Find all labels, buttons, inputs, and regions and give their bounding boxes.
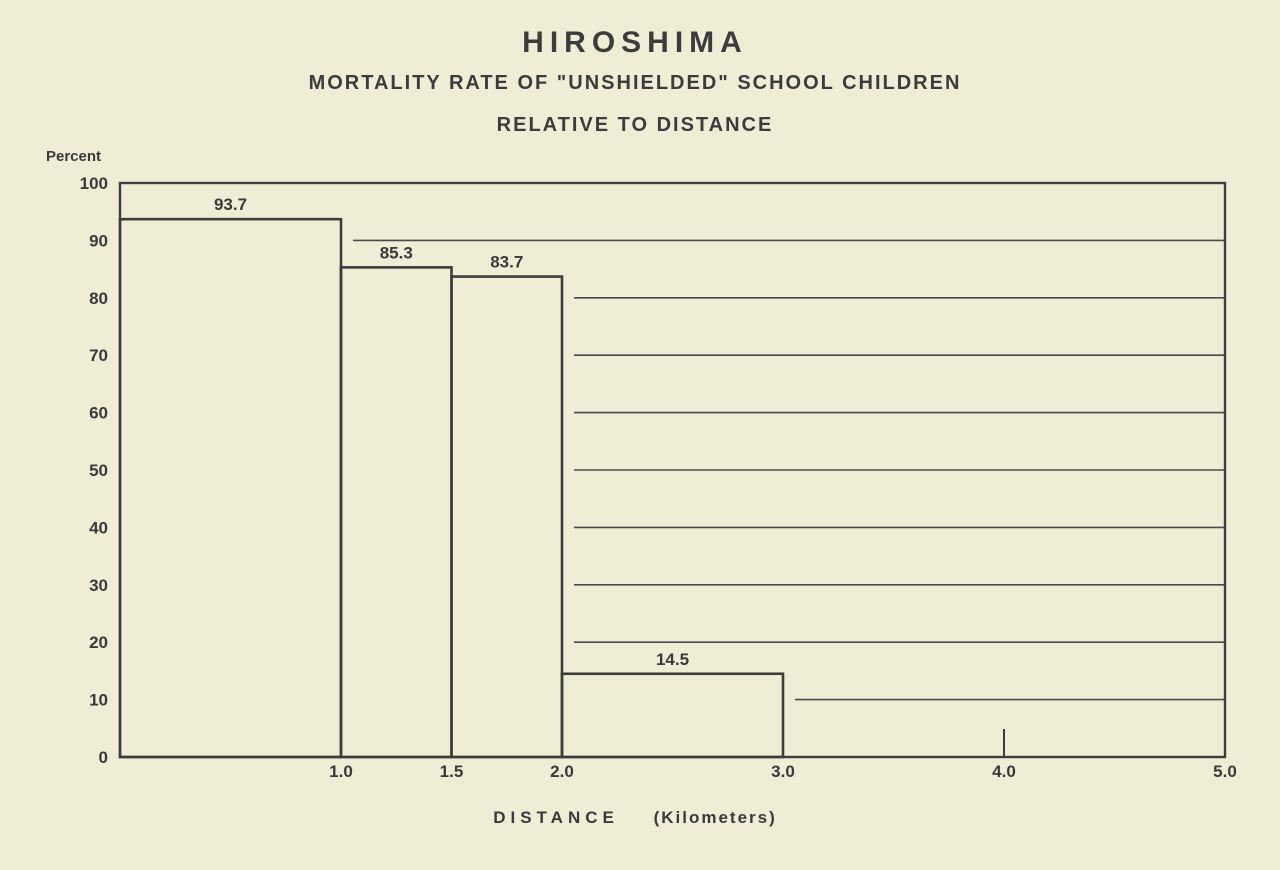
bar-4 [562,674,783,757]
bar-label-2: 85.3 [379,243,413,263]
y-tick-label-0: 0 [98,748,108,767]
y-tick-label-90: 90 [89,231,108,251]
y-tick-label-10: 10 [89,690,108,710]
x-tick-label-1.0: 1.0 [329,762,353,781]
y-tick-label-80: 80 [89,288,108,308]
bar-label-3: 83.7 [490,252,524,272]
x-tick-label-5.0: 5.0 [1213,762,1237,781]
chart-subtitle: MORTALITY RATE OF "UNSHIELDED" SCHOOL CHILDREN [308,72,962,94]
x-tick-label-4.0: 4.0 [992,762,1016,781]
bar-2 [341,267,452,757]
x-tick-label-2.0: 2.0 [550,762,574,781]
x-tick-label-3.0: 3.0 [771,762,795,781]
bar-1 [120,219,341,757]
y-tick-label-20: 20 [89,633,108,653]
chart-subtitle-line-2: RELATIVE TO DISTANCE [496,114,774,136]
y-tick-label-70: 70 [89,346,108,366]
x-axis-label-text: DISTANCE [493,808,619,827]
y-tick-label-50: 50 [89,461,108,480]
bar-label-4: 14.5 [655,649,690,669]
bar-3 [452,277,563,757]
bar-label-1: 93.7 [213,195,248,215]
x-axis-unit: (Kilometers) [653,808,777,827]
y-tick-label-40: 40 [89,518,108,538]
chart-title: HIROSHIMA [522,26,748,59]
y-tick-label-100: 100 [79,174,108,193]
y-axis-label: Percent [46,148,102,165]
x-tick-label-1.5: 1.5 [439,762,464,781]
y-tick-label-30: 30 [89,575,108,595]
x-axis-label [0,808,1270,828]
y-tick-label-60: 60 [89,403,108,423]
